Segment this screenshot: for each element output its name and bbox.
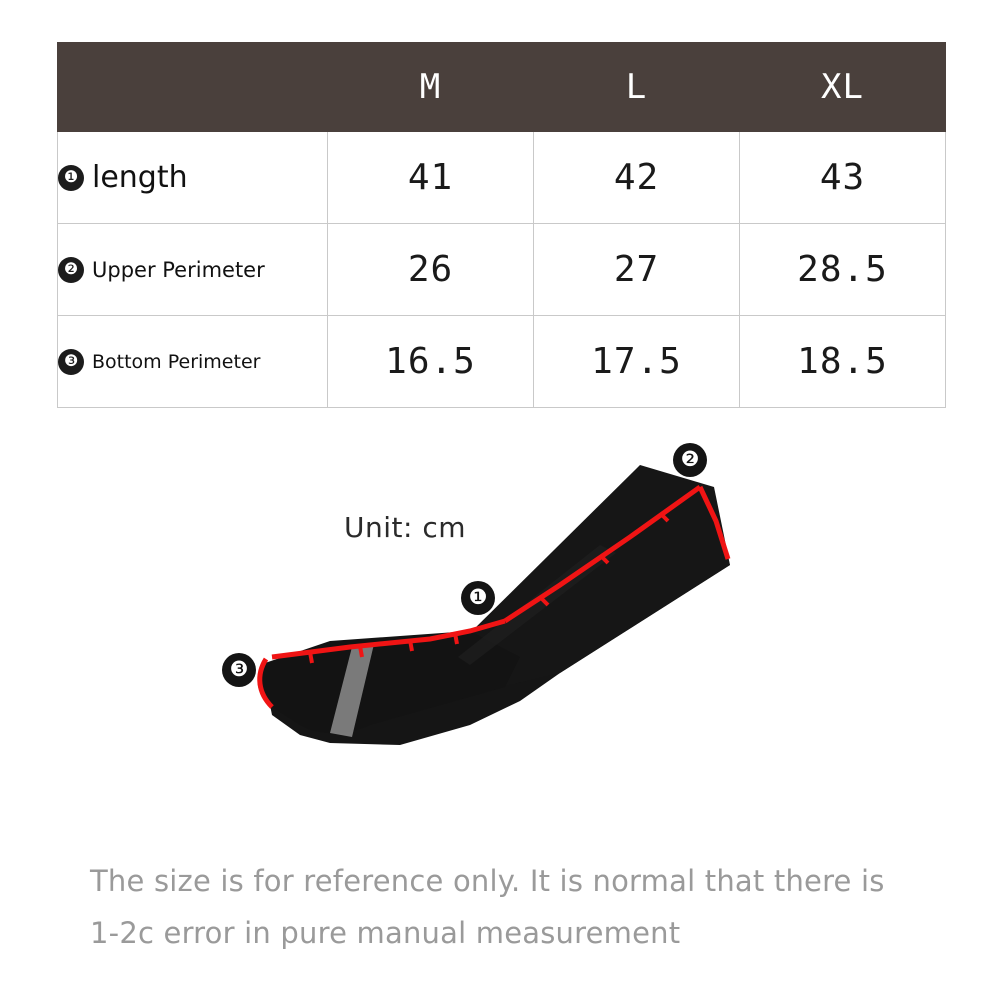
row-label-text: Bottom Perimeter: [92, 350, 261, 373]
cell-upper-l: 27: [534, 224, 740, 316]
cell-length-l: 42: [534, 132, 740, 224]
arm-sleeve-illustration: [0, 425, 1001, 815]
size-chart-table: [57, 42, 945, 408]
arm-sleeve-diagram-icon: [0, 425, 1001, 815]
callout-three-icon: ❸: [222, 653, 256, 687]
column-header-m: M: [328, 43, 534, 132]
table-header-row: [58, 43, 946, 132]
column-header-l: L: [534, 43, 740, 132]
table-corner-cell: [58, 43, 328, 132]
cell-upper-xl: 28.5: [740, 224, 946, 316]
badge-three-icon: ❸: [58, 349, 84, 375]
size-table: [57, 42, 946, 408]
callout-one-icon: ❶: [461, 581, 495, 615]
unit-label: Unit: cm: [344, 511, 467, 544]
cell-bottom-l: 17.5: [534, 316, 740, 408]
column-header-xl: XL: [740, 43, 946, 132]
table-row: [58, 224, 946, 316]
cell-length-m: 41: [328, 132, 534, 224]
badge-two-icon: ❷: [58, 257, 84, 283]
row-label-length: [58, 132, 328, 224]
cell-length-xl: 43: [740, 132, 946, 224]
table-row: [58, 316, 946, 408]
disclaimer-line-1: The size is for reference only. It is normal that there is: [90, 864, 885, 898]
badge-one-icon: ❶: [58, 165, 84, 191]
row-label-text: Upper Perimeter: [92, 257, 265, 282]
cell-upper-m: 26: [328, 224, 534, 316]
cell-bottom-m: 16.5: [328, 316, 534, 408]
table-body: [58, 132, 946, 408]
row-label-text: length: [92, 160, 188, 195]
table-row: [58, 132, 946, 224]
disclaimer-line-2: 1-2c error in pure manual measurement: [90, 916, 681, 950]
row-label-upper-perimeter: [58, 224, 328, 316]
callout-two-icon: ❷: [673, 443, 707, 477]
disclaimer-note: [90, 855, 940, 959]
cell-bottom-xl: 18.5: [740, 316, 946, 408]
table-head: [58, 43, 946, 132]
row-label-bottom-perimeter: [58, 316, 328, 408]
